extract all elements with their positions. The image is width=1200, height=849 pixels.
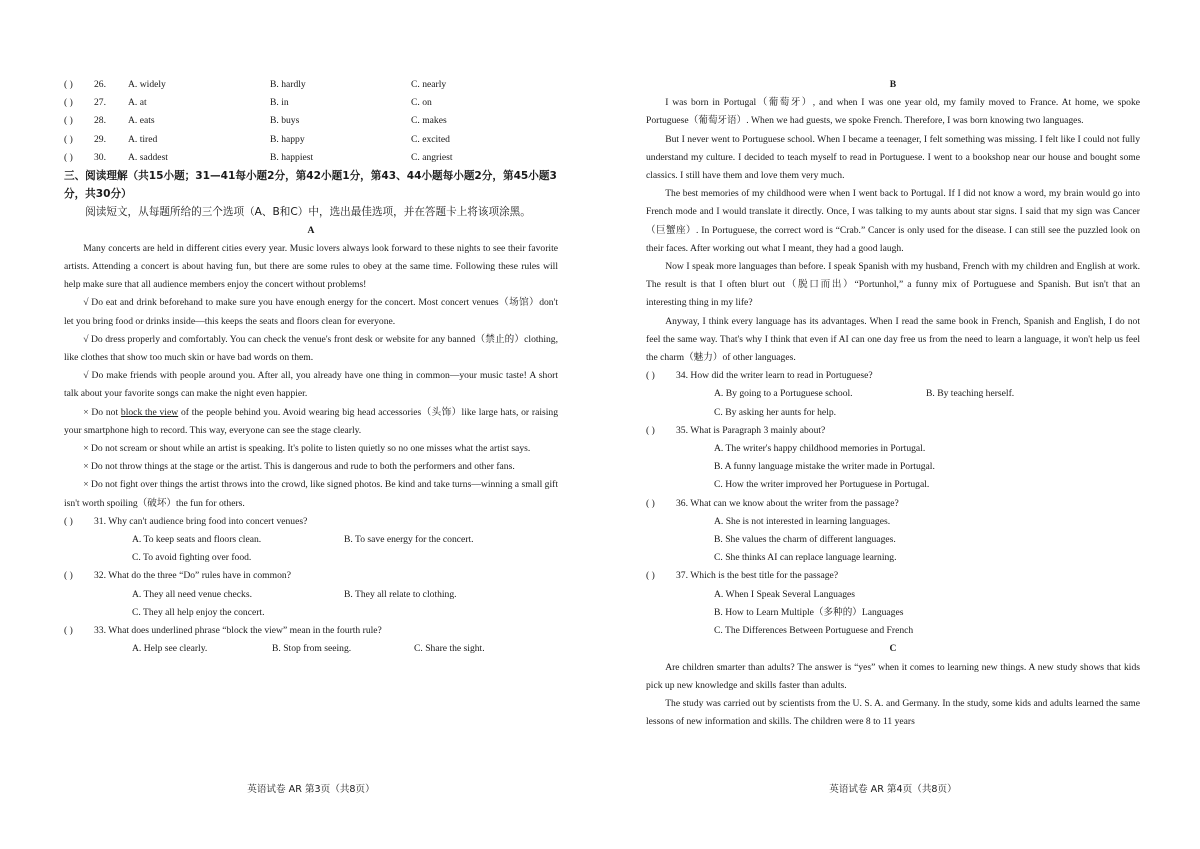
passage-a-p4: √ Do make friends with people around you. After all, you already have one thing in common—your music taste! A short talk about your favorite songs can make the night even happier. <box>64 370 558 400</box>
passage-a-p1: Many concerts are held in different cities every year. Music lovers always look forward to these nights to see their favorite artists. Attending a concert is about having fun, but there are some rules to obey at the same time. Following these rules will help make sure that all audience members enjoy the concert without problems! <box>64 242 558 291</box>
passage-b-b3: The best memories of my childhood were when I went back to Portugal. If I did not know a word, my brain would go into French mode and I would translate it directly. Once, I was talking to my aunts about star signs. I said that my sign was Cancer（巨蟹座）. In Portuguese, the correct word is “Crab.” Cancer is only used for the disease. I can still see the puzzled look on their faces. After working out what I meant, they had a good laugh. <box>646 188 1140 254</box>
option-c[interactable]: C. By asking her aunts for help. <box>714 406 837 418</box>
question-text: 35. What is Paragraph 3 mainly about? <box>676 424 826 436</box>
question-36 <box>646 495 1140 513</box>
passage-b-b5: Anyway, I think every language has its advantages. When I read the same book in French, Spanish and English, I do not feel the same way. That's why I think that even if AI can one day free us from the need to learn a language, it won't help us feel the charm（魅力）of other languages. <box>646 315 1140 364</box>
answer-blank-28[interactable]: ( ) <box>64 115 73 127</box>
question-31 <box>64 513 558 531</box>
cloze-option-c: C. on <box>411 97 432 109</box>
cloze-option-b: B. in <box>270 97 289 109</box>
answer-blank-29[interactable]: ( ) <box>64 133 73 145</box>
cloze-option-c: C. excited <box>411 133 450 145</box>
question-33 <box>64 622 558 640</box>
passage-a-p6: × Do not scream or shout while an artist is speaking. It's polite to listen quietly so no one misses what the artist says. <box>83 443 531 455</box>
cloze-option-b: B. happiest <box>270 151 314 163</box>
option-c[interactable]: C. How the writer improved her Portuguese in Portugal. <box>714 479 930 491</box>
question-number: 29. <box>94 133 106 145</box>
cloze-option-a: A. widely <box>128 79 166 90</box>
cloze-option-b: B. buys <box>270 115 300 127</box>
left-content <box>64 76 558 659</box>
question-35 <box>646 422 1140 440</box>
option-b[interactable]: B. By teaching herself. <box>926 388 1015 400</box>
question-text: 37. Which is the best title for the passage? <box>676 570 839 582</box>
question-37 <box>646 567 1140 585</box>
cloze-option-c: C. makes <box>411 115 447 127</box>
option-a[interactable]: A. When I Speak Several Languages <box>714 588 856 600</box>
option-a[interactable]: A. Help see clearly. <box>132 643 208 655</box>
option-b[interactable]: B. How to Learn Multiple（多种的）Languages <box>714 606 904 618</box>
question-number: 27. <box>94 97 106 109</box>
passage-a-p7: × Do not throw things at the stage or the artist. This is dangerous and rude to both the performers and other fans. <box>83 461 515 473</box>
cloze-row <box>64 131 558 149</box>
page-footer-left: 英语试卷 AR 第3页（共8页） <box>247 784 375 795</box>
question-31-options <box>64 531 558 549</box>
option-c[interactable]: C. She thinks AI can replace language learning. <box>714 552 897 564</box>
option-c[interactable]: C. They all help enjoy the concert. <box>132 606 265 618</box>
question-text: 36. What can we know about the writer from the passage? <box>676 497 899 509</box>
answer-blank-37[interactable]: ( ) <box>646 570 655 582</box>
question-number: 26. <box>94 79 106 90</box>
cloze-option-c: C. nearly <box>411 79 447 90</box>
question-32-options <box>64 586 558 604</box>
section-instruction: 阅读短文，从每题所给的三个选项（A、B和C）中，选出最佳选项，并在答题卡上将该项涂黑。 <box>85 206 531 219</box>
question-text: 34. How did the writer learn to read in Portuguese? <box>676 370 873 382</box>
passage-c-label: C <box>889 643 897 655</box>
option-b[interactable]: B. To save energy for the concert. <box>344 534 474 546</box>
cloze-option-b: B. hardly <box>270 79 306 90</box>
option-a[interactable]: A. To keep seats and floors clean. <box>132 534 262 546</box>
right-content <box>646 76 1140 731</box>
cloze-option-a: A. tired <box>128 133 158 145</box>
cloze-option-b: B. happy <box>270 133 305 145</box>
option-b[interactable]: B. She values the charm of different languages. <box>714 534 896 546</box>
question-33-options <box>64 640 558 658</box>
passage-c-c1: Are children smarter than adults? The answer is “yes” when it comes to learning new things. A new study shows that kids pick up new knowledge and skills faster than adults. <box>646 661 1140 691</box>
option-a[interactable]: A. The writer's happy childhood memories in Portugal. <box>714 443 926 455</box>
section-heading: 三、阅读理解（共15小题；31—41每小题2分，第42小题1分，第43、44小题每小题2分，第45小题3分，共30分） <box>64 170 557 201</box>
question-34 <box>646 367 1140 385</box>
answer-blank-35[interactable]: ( ) <box>646 424 655 436</box>
option-c[interactable]: C. Share the sight. <box>414 643 485 655</box>
answer-blank-32[interactable]: ( ) <box>64 570 73 582</box>
answer-blank-30[interactable]: ( ) <box>64 151 73 163</box>
answer-blank-34[interactable]: ( ) <box>646 370 655 382</box>
option-a[interactable]: A. She is not interested in learning languages. <box>714 515 891 527</box>
page-footer-right: 英语试卷 AR 第4页（共8页） <box>829 784 957 795</box>
option-b[interactable]: B. Stop from seeing. <box>272 643 352 655</box>
question-34-options <box>646 385 1140 403</box>
question-text: 31. Why can't audience bring food into concert venues? <box>94 515 308 527</box>
left-page <box>64 0 558 849</box>
answer-blank-36[interactable]: ( ) <box>646 497 655 509</box>
question-number: 28. <box>94 115 106 127</box>
passage-a-p5 <box>64 404 558 440</box>
cloze-option-a: A. saddest <box>128 151 168 163</box>
option-a[interactable]: A. They all need venue checks. <box>132 588 252 600</box>
passage-a-p3: √ Do dress properly and comfortably. You can check the venue's front desk or website for any banned（禁止的）clothing, like clothes that show too much skin or have bad words on them. <box>64 333 558 364</box>
cloze-option-a: A. eats <box>128 115 155 127</box>
answer-blank-26[interactable]: ( ) <box>64 79 73 90</box>
passage-a-label: A <box>307 224 315 236</box>
passage-b-b2: But I never went to Portuguese school. When I became a teenager, I felt something was missing. I felt like I could not fully understand my culture. I decided to teach myself to read in Portuguese. I went to a bookshop near our house and bought some classics. I still have them and love them very much. <box>646 133 1140 182</box>
question-text: 33. What does underlined phrase “block the view” mean in the fourth rule? <box>94 625 382 637</box>
cloze-row <box>64 149 558 167</box>
question-text: 32. What do the three “Do” rules have in common? <box>94 570 291 582</box>
cloze-row <box>64 112 558 130</box>
passage-c-c2: The study was carried out by scientists from the U. S. A. and Germany. In the study, some kids and adults learned the same lessons of new information and skills. The children were 8 to 11 years <box>646 697 1140 728</box>
passage-b-b1: I was born in Portugal（葡萄牙）, and when I was one year old, my family moved to France. At home, we spoke Portuguese（葡萄牙语）. When we had guests, we spoke French. Therefore, I was born knowing two languages. <box>646 97 1140 127</box>
rule-text: of the people behind you. Avoid wearing big head accessories（头饰）like large hats, or raising your smartphone high to record. This way, everyone can see the stage clearly. <box>64 406 559 436</box>
option-b[interactable]: B. They all relate to clothing. <box>344 588 457 600</box>
option-c[interactable]: C. To avoid fighting over food. <box>132 552 252 564</box>
passage-b-label: B <box>889 79 897 90</box>
underlined-phrase: block the view <box>120 406 179 418</box>
answer-blank-27[interactable]: ( ) <box>64 97 73 109</box>
right-page <box>646 0 1140 849</box>
option-b[interactable]: B. A funny language mistake the writer made in Portugal. <box>714 461 935 473</box>
cloze-row <box>64 76 558 94</box>
cloze-option-a: A. at <box>128 97 147 109</box>
option-a[interactable]: A. By going to a Portuguese school. <box>714 388 853 400</box>
answer-blank-33[interactable]: ( ) <box>64 625 73 637</box>
question-32 <box>64 567 558 585</box>
question-number: 30. <box>94 151 106 163</box>
passage-b-b4: Now I speak more languages than before. I speak Spanish with my husband, French with my children and English at work. The result is that I often blurt out（脱口而出）“Portunhol,” a funny mix of Portuguese and Spanish. But isn't that an interesting thing in my life? <box>646 261 1140 309</box>
cloze-option-c: C. angriest <box>411 151 453 163</box>
cloze-row <box>64 94 558 112</box>
rule-text: × Do not <box>83 406 121 418</box>
option-c[interactable]: C. The Differences Between Portuguese and French <box>714 625 914 637</box>
passage-a-p2: √ Do eat and drink beforehand to make sure you have enough energy for the concert. Most concert venues（场馆）don't let you bring food or drinks inside—this keeps the seats and floors clean for everyone. <box>64 297 558 327</box>
passage-a-p8: × Do not fight over things the artist throws into the crowd, like signed photos. Be kind and take turns—winning a small gift isn't worth spoiling（破坏）the fun for others. <box>64 479 558 509</box>
answer-blank-31[interactable]: ( ) <box>64 515 73 527</box>
